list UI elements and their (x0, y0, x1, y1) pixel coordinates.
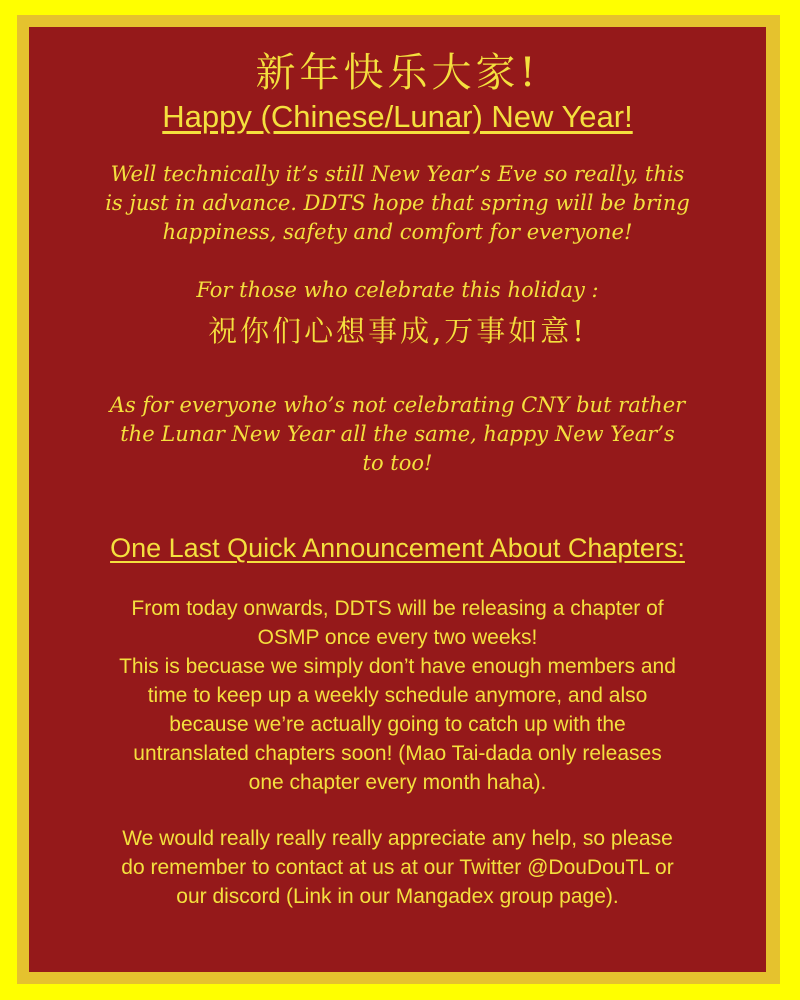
lunar-paragraph (69, 391, 726, 478)
wish-chinese: 祝你们心想事成,万事如意! (208, 314, 587, 348)
title-english: Happy (Chinese/Lunar) New Year! (162, 99, 633, 134)
greeting-line: happiness, safety and comfort for everyone! (162, 220, 633, 244)
schedule-line: one chapter every month haha). (248, 771, 547, 794)
lunar-line: the Lunar New Year all the same, happy New Year’s (120, 422, 675, 446)
greeting-line: Well technically it’s still New Year’s Eve so really, this (110, 162, 685, 186)
greeting-paragraph (59, 160, 736, 247)
schedule-line: From today onwards, DDTS will be releasing a chapter of (131, 597, 664, 620)
help-line: do remember to contact at us at our Twitter @DouDouTL or (121, 856, 674, 879)
lunar-line: As for everyone who’s not celebrating CNY but rather (109, 393, 686, 417)
help-paragraph (59, 824, 736, 911)
schedule-line: OSMP once every two weeks! (257, 626, 538, 649)
schedule-line: untranslated chapters soon! (Mao Tai-dada only releases (133, 742, 662, 765)
announcement-title: One Last Quick Announcement About Chapters: (110, 533, 685, 563)
help-line: our discord (Link in our Mangadex group page). (176, 885, 619, 908)
help-line: We would really really really appreciate any help, so please (122, 827, 673, 850)
lunar-line: to too! (362, 451, 433, 475)
title-chinese: 新年快乐大家! (255, 50, 540, 96)
celebrate-line: For those who celebrate this holiday : (196, 278, 599, 302)
schedule-line: This is becuase we simply don’t have enough members and (119, 655, 676, 678)
schedule-line: time to keep up a weekly schedule anymore, and also (147, 684, 648, 707)
schedule-paragraph (59, 594, 736, 797)
announcement-panel (29, 27, 766, 972)
greeting-line: is just in advance. DDTS hope that spring will be bring (105, 191, 690, 215)
schedule-line: because we’re actually going to catch up with the (169, 713, 626, 736)
